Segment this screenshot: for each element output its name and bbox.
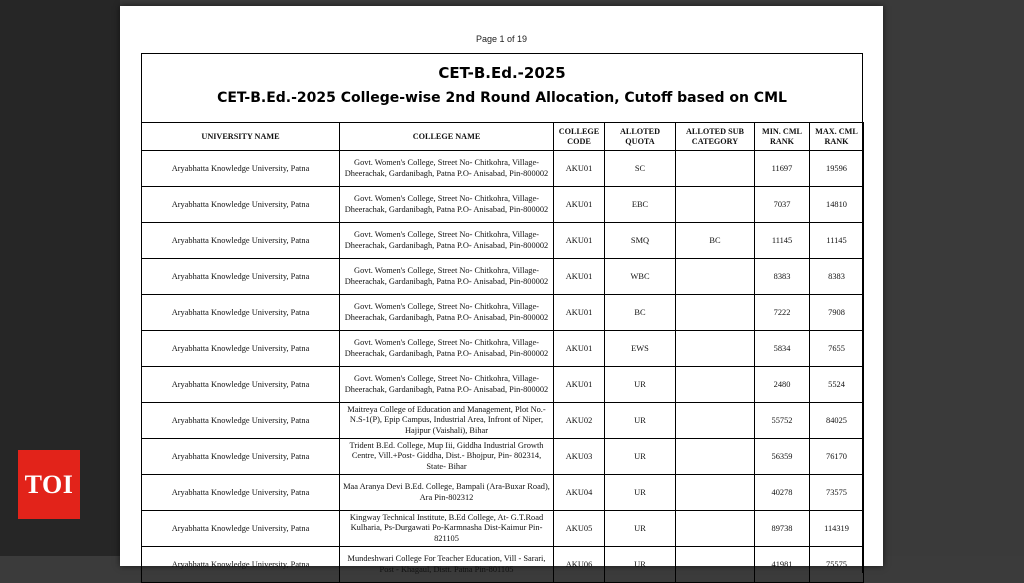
college-code-cell: AKU04 [554,475,605,511]
alloted-sub-category-cell [676,331,755,367]
alloted-sub-category-cell [676,295,755,331]
college-name-cell: Mundeshwari College For Teacher Education, Vill - Sarari, Post - Khagaul, Distt. Patna Pin-801105 [340,547,554,583]
min-cml-rank-cell: 7222 [755,295,810,331]
alloted-quota-cell: UR [605,475,676,511]
header-max-cml-rank: MAX. CML RANK [810,123,864,151]
table-row [142,151,864,187]
header-college-code: COLLEGE CODE [554,123,605,151]
alloted-quota-cell: SC [605,151,676,187]
document-frame [141,53,863,573]
min-cml-rank-cell: 8383 [755,259,810,295]
table-header-row [142,123,864,151]
max-cml-rank-cell: 5524 [810,367,864,403]
college-name-cell: Govt. Women's College, Street No- Chitkohra, Village- Dheerachak, Gardanibagh, Patna P.O- Anisabad, Pin-800002 [340,259,554,295]
document-subtitle: CET-B.Ed.-2025 College-wise 2nd Round Allocation, Cutoff based on CML [217,90,787,106]
min-cml-rank-cell: 56359 [755,439,810,475]
university-name-cell: Aryabhatta Knowledge University, Patna [142,511,340,547]
table-row [142,295,864,331]
max-cml-rank-cell: 7655 [810,331,864,367]
university-name-cell: Aryabhatta Knowledge University, Patna [142,439,340,475]
college-name-cell: Trident B.Ed. College, Mup Iii, Giddha Industrial Growth Centre, Vill.+Post- Giddha, Dist.- Bhojpur, Pin- 802314, State- Bihar [340,439,554,475]
college-name-cell: Maitreya College of Education and Management, Plot No.-N.S-1(P), Epip Campus, Industrial Area, Infront of Niper, Hajipur (Vaishali), Bihar [340,403,554,439]
college-name-cell: Govt. Women's College, Street No- Chitkohra, Village- Dheerachak, Gardanibagh, Patna P.O- Anisabad, Pin-800002 [340,187,554,223]
header-university-name: UNIVERSITY NAME [142,123,340,151]
college-code-cell: AKU01 [554,187,605,223]
university-name-cell: Aryabhatta Knowledge University, Patna [142,403,340,439]
alloted-quota-cell: UR [605,403,676,439]
header-college-name: COLLEGE NAME [340,123,554,151]
min-cml-rank-cell: 55752 [755,403,810,439]
college-code-cell: AKU01 [554,259,605,295]
university-name-cell: Aryabhatta Knowledge University, Patna [142,331,340,367]
alloted-quota-cell: UR [605,367,676,403]
max-cml-rank-cell: 76170 [810,439,864,475]
university-name-cell: Aryabhatta Knowledge University, Patna [142,367,340,403]
alloted-quota-cell: UR [605,439,676,475]
min-cml-rank-cell: 41981 [755,547,810,583]
college-name-cell: Govt. Women's College, Street No- Chitkohra, Village- Dheerachak, Gardanibagh, Patna P.O- Anisabad, Pin-800002 [340,295,554,331]
max-cml-rank-cell: 8383 [810,259,864,295]
max-cml-rank-cell: 19596 [810,151,864,187]
college-name-cell: Maa Aranya Devi B.Ed. College, Bampali (Ara-Buxar Road), Ara Pin-802312 [340,475,554,511]
alloted-sub-category-cell [676,403,755,439]
table-body [142,151,864,583]
alloted-quota-cell: WBC [605,259,676,295]
college-name-cell: Govt. Women's College, Street No- Chitkohra, Village- Dheerachak, Gardanibagh, Patna P.O- Anisabad, Pin-800002 [340,151,554,187]
table-row [142,403,864,439]
alloted-sub-category-cell [676,367,755,403]
max-cml-rank-cell: 14810 [810,187,864,223]
alloted-sub-category-cell [676,259,755,295]
college-code-cell: AKU01 [554,367,605,403]
university-name-cell: Aryabhatta Knowledge University, Patna [142,259,340,295]
table-row [142,187,864,223]
university-name-cell: Aryabhatta Knowledge University, Patna [142,223,340,259]
alloted-sub-category-cell [676,151,755,187]
max-cml-rank-cell: 84025 [810,403,864,439]
table-row [142,223,864,259]
viewer-background-right [884,0,1024,556]
table-row [142,511,864,547]
min-cml-rank-cell: 5834 [755,331,810,367]
college-code-cell: AKU05 [554,511,605,547]
college-code-cell: AKU06 [554,547,605,583]
min-cml-rank-cell: 7037 [755,187,810,223]
alloted-quota-cell: BC [605,295,676,331]
college-code-cell: AKU01 [554,223,605,259]
max-cml-rank-cell: 7908 [810,295,864,331]
alloted-sub-category-cell [676,547,755,583]
header-alloted-quota: ALLOTED QUOTA [605,123,676,151]
pdf-page [120,6,883,574]
alloted-quota-cell: EBC [605,187,676,223]
college-code-cell: AKU01 [554,295,605,331]
university-name-cell: Aryabhatta Knowledge University, Patna [142,475,340,511]
min-cml-rank-cell: 11697 [755,151,810,187]
header-alloted-sub-category: ALLOTED SUB CATEGORY [676,123,755,151]
university-name-cell: Aryabhatta Knowledge University, Patna [142,151,340,187]
college-name-cell: Govt. Women's College, Street No- Chitkohra, Village- Dheerachak, Gardanibagh, Patna P.O- Anisabad, Pin-800002 [340,223,554,259]
alloted-sub-category-cell [676,439,755,475]
allocation-table [141,122,864,583]
university-name-cell: Aryabhatta Knowledge University, Patna [142,547,340,583]
university-name-cell: Aryabhatta Knowledge University, Patna [142,187,340,223]
max-cml-rank-cell: 11145 [810,223,864,259]
college-code-cell: AKU03 [554,439,605,475]
page-indicator: Page 1 of 19 [475,34,528,44]
alloted-quota-cell: UR [605,511,676,547]
toi-logo: TOI [18,450,80,519]
min-cml-rank-cell: 11145 [755,223,810,259]
table-row [142,475,864,511]
alloted-sub-category-cell [676,475,755,511]
alloted-sub-category-cell [676,511,755,547]
table-row [142,331,864,367]
header-min-cml-rank: MIN. CML RANK [755,123,810,151]
alloted-quota-cell: SMQ [605,223,676,259]
college-name-cell: Govt. Women's College, Street No- Chitkohra, Village- Dheerachak, Gardanibagh, Patna P.O- Anisabad, Pin-800002 [340,367,554,403]
document-title: CET-B.Ed.-2025 [438,64,566,82]
alloted-sub-category-cell: BC [676,223,755,259]
alloted-quota-cell: UR [605,547,676,583]
alloted-sub-category-cell [676,187,755,223]
college-code-cell: AKU01 [554,151,605,187]
table-row [142,367,864,403]
max-cml-rank-cell: 75575 [810,547,864,583]
table-row [142,439,864,475]
table-row [142,547,864,583]
college-code-cell: AKU01 [554,331,605,367]
college-name-cell: Kingway Technical Institute, B.Ed College, At- G.T.Road Kulharia, Ps-Durgawati Po-Karmnasha Dist-Kaimur Pin-821105 [340,511,554,547]
alloted-quota-cell: EWS [605,331,676,367]
min-cml-rank-cell: 89738 [755,511,810,547]
max-cml-rank-cell: 73575 [810,475,864,511]
max-cml-rank-cell: 114319 [810,511,864,547]
university-name-cell: Aryabhatta Knowledge University, Patna [142,295,340,331]
min-cml-rank-cell: 2480 [755,367,810,403]
college-name-cell: Govt. Women's College, Street No- Chitkohra, Village- Dheerachak, Gardanibagh, Patna P.O- Anisabad, Pin-800002 [340,331,554,367]
table-row [142,259,864,295]
college-code-cell: AKU02 [554,403,605,439]
min-cml-rank-cell: 40278 [755,475,810,511]
